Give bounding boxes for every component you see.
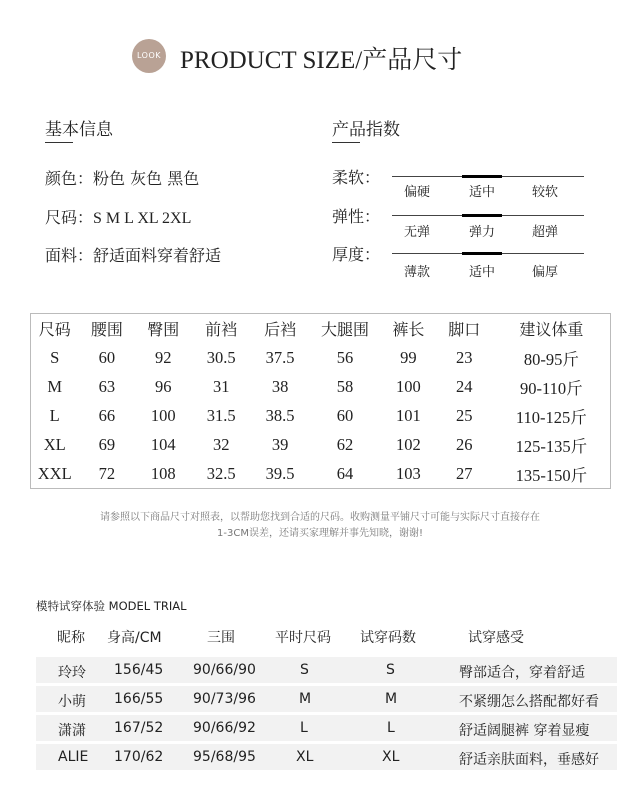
col-header: 大腿围 [320,322,369,339]
table-cell: 30.5 [206,347,236,367]
table-cell: 80-95斤 [523,349,579,369]
page-title: PRODUCT SIZE/产品尺寸 [180,47,463,74]
mt-cell: S [386,662,395,678]
table-cell: S [50,347,60,367]
mt-cell: S [300,662,309,678]
table-cell: 103 [395,463,421,483]
mt-cell: 90/66/92 [193,720,256,736]
mt-cell: 舒适阔腿裤 穿着显瘦 [459,723,590,739]
info-value: 粉色 灰色 黑色 [93,169,200,188]
table-cell: 31 [212,376,230,396]
table-cell: XXL [37,463,72,483]
index-option: 偏厚 [531,265,558,280]
table-cell: 38.5 [265,405,295,425]
look-badge: LOOK [132,39,166,73]
basic-info-heading: 基本信息 [45,120,113,140]
col-header: 后裆 [264,322,297,339]
table-cell: 92 [155,347,172,367]
col-header: 臀围 [147,322,180,339]
mt-cell: M [299,691,312,707]
info-row-fabric [45,243,221,266]
info-row-color [45,166,199,189]
mt-cell: 90/73/96 [193,691,256,707]
table-cell: 102 [395,434,421,454]
mt-cell: ALIE [58,749,89,765]
mt-cell: M [385,691,398,707]
mt-cell: 166/55 [114,691,164,707]
table-cell: 69 [98,434,116,454]
size-table-header [31,314,611,344]
table-cell: 31.5 [206,405,236,425]
info-value: 舒适面料穿着舒适 [93,246,222,265]
table-cell: 23 [455,347,473,367]
table-cell: L [49,405,60,425]
table-cell: 96 [155,376,172,396]
mt-cell: XL [382,749,400,765]
table-cell: 104 [150,434,176,454]
table-cell: 125-135斤 [515,436,588,456]
table-cell: 24 [455,376,473,396]
index-option: 薄款 [403,265,430,280]
info-value: S M L XL 2XL [93,210,192,227]
index-label-softness: 柔软： [332,168,381,187]
table-cell: 37.5 [265,347,295,367]
product-index-heading: 产品指数 [332,120,400,140]
size-table [30,313,611,489]
table-row [31,401,611,430]
table-cell: 64 [336,463,354,483]
mt-cell: 不紧绷怎么搭配都好看 [459,694,599,710]
table-cell: 101 [395,405,421,425]
mt-col-header: 试穿码数 [360,630,416,646]
table-cell: 39 [271,434,289,454]
mt-cell: L [387,720,395,736]
table-row [31,459,611,489]
table-cell: 32.5 [206,463,236,483]
mt-cell: 156/45 [114,662,164,678]
table-row [31,430,611,459]
mt-cell: 玲玲 [58,665,86,681]
mt-cell: 臀部适合，穿着舒适 [459,665,585,681]
table-cell: 135-150斤 [515,465,588,485]
table-cell: 110-125斤 [515,407,587,427]
info-row-size [45,205,191,228]
mt-col-header: 试穿感受 [468,630,524,646]
model-trial-title: 模特试穿体验 MODEL TRIAL [36,599,187,613]
note-line: 请参照以下商品尺寸对照表，以帮助您找到合适的尺码。收购测量平铺尺寸可能与实际尺寸直接存在 [100,512,540,523]
mt-col-header: 昵称 [57,630,85,646]
mt-cell: L [300,720,308,736]
col-header: 裤长 [392,322,425,339]
col-header: 前裆 [205,322,238,339]
table-cell: 26 [455,434,473,454]
table-cell: 72 [98,463,116,483]
table-cell: 38 [271,376,289,396]
table-cell: 63 [98,376,116,396]
basic-info-underline [45,142,73,143]
info-label: 尺码： [45,208,94,227]
mt-cell: 167/52 [114,720,164,736]
measurement-note [30,510,610,542]
mt-cell: XL [296,749,314,765]
col-header: 建议体重 [519,322,584,339]
index-marker [462,214,502,217]
table-cell: M [47,376,63,396]
index-option: 适中 [468,185,495,200]
product-index-underline [332,142,360,143]
table-cell: 66 [98,405,116,425]
index-label-thickness: 厚度： [332,245,381,264]
index-option: 弹力 [468,225,495,240]
note-line: 1-3CM误差，还请买家理解并事先知晓，谢谢! [217,528,423,539]
table-cell: 27 [455,463,473,483]
mt-cell: 舒适亲肤面料，垂感好 [459,752,599,768]
index-marker [462,175,502,178]
index-label-elasticity: 弹性： [332,207,381,226]
index-option: 超弹 [531,225,558,240]
index-option: 无弹 [403,225,430,240]
col-header: 脚口 [448,322,481,339]
mt-col-header: 平时尺码 [275,630,331,646]
col-header: 腰围 [90,322,123,339]
info-label: 面料： [45,246,94,265]
index-option: 偏硬 [403,185,430,200]
index-option: 适中 [468,265,495,280]
table-cell: 60 [98,347,116,367]
table-cell: XL [43,434,66,454]
mt-cell: 95/68/95 [193,749,256,765]
info-label: 颜色： [45,169,94,188]
table-cell: 100 [150,405,176,425]
mt-col-header: 三围 [207,630,235,646]
index-marker [462,252,502,255]
col-header: 尺码 [38,322,71,339]
table-cell: 39.5 [265,463,295,483]
table-cell: 58 [336,376,354,396]
table-cell: 60 [336,405,354,425]
table-row [31,372,611,401]
mt-cell: 潇潇 [58,723,86,739]
table-row [31,343,611,372]
table-cell: 90-110斤 [520,378,583,398]
table-cell: 100 [395,376,421,396]
table-cell: 99 [400,347,417,367]
table-cell: 62 [336,434,354,454]
table-cell: 108 [150,463,176,483]
mt-cell: 小萌 [58,694,86,710]
index-option: 较软 [531,185,558,200]
mt-cell: 90/66/90 [193,662,256,678]
table-cell: 25 [455,405,473,425]
table-cell: 32 [212,434,230,454]
table-cell: 56 [336,347,354,367]
mt-col-header: 身高/CM [107,630,162,646]
mt-cell: 170/62 [114,749,164,765]
